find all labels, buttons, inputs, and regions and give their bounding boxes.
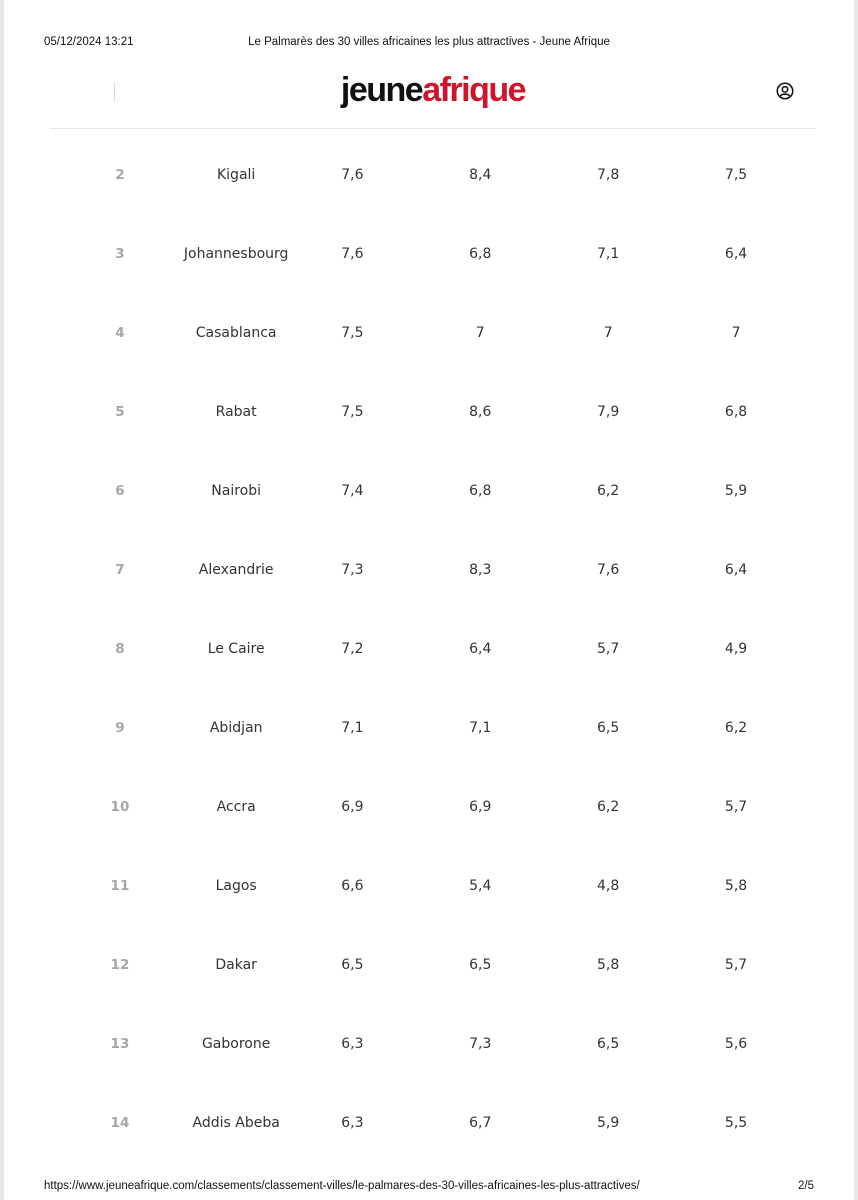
score-cell-2: 7,1 [469,719,492,736]
rank-cell: 10 [110,798,130,815]
score-cell-2: 6,4 [469,640,492,657]
table-row [56,609,800,688]
rank-cell: 3 [115,245,125,262]
table-row [56,135,800,214]
score-cell-3: 6,2 [597,482,620,499]
score-cell-4: 5,5 [724,1114,748,1131]
score-cell-4: 4,9 [724,640,748,657]
score-cell-1: 7,4 [341,482,364,499]
city-cell: Dakar [215,956,257,973]
score-cell-2: 6,8 [469,482,492,499]
score-cell-4: 6,4 [724,245,748,262]
city-cell: Le Caire [207,640,265,657]
logo-jeune: jeune [340,71,423,109]
city-cell: Accra [216,798,256,815]
score-cell-4: 7,5 [724,166,748,183]
city-cell: Abidjan [209,719,263,736]
score-cell-4: 6,2 [724,719,748,736]
score-cell-2: 5,4 [469,877,492,894]
score-cell-2: 7,3 [469,1035,492,1052]
rank-cell: 12 [110,956,130,973]
score-cell-3: 4,8 [597,877,620,894]
table-row [56,293,800,372]
score-cell-1: 7,6 [341,166,364,183]
site-header [50,62,816,129]
rank-cell: 9 [115,719,125,736]
score-cell-4: 5,9 [724,482,748,499]
table-row [56,214,800,293]
score-cell-3: 7,9 [597,403,620,420]
score-cell-3: 7,8 [597,166,620,183]
ranking-table [56,135,800,1162]
city-cell: Casablanca [195,324,277,341]
rank-cell: 2 [115,166,125,183]
rank-cell: 14 [110,1114,130,1131]
table-row [56,1004,800,1083]
score-cell-1: 7,3 [341,561,364,578]
score-cell-1: 7,6 [341,245,364,262]
table-row [56,767,800,846]
city-cell: Gaborone [201,1035,271,1052]
score-cell-2: 8,4 [469,166,492,183]
rank-cell: 7 [115,561,125,578]
rank-cell: 13 [110,1035,130,1052]
rank-cell: 4 [115,324,125,341]
score-cell-1: 6,9 [341,798,364,815]
score-cell-1: 6,5 [341,956,364,973]
table-row [56,372,800,451]
table-row [56,451,800,530]
score-cell-2: 8,6 [469,403,492,420]
score-cell-1: 7,5 [341,403,364,420]
user-circle-icon[interactable] [776,82,794,100]
city-cell: Addis Abeba [192,1114,280,1131]
score-cell-3: 7,1 [597,245,620,262]
score-cell-1: 6,6 [341,877,364,894]
score-cell-2: 6,9 [469,798,492,815]
score-cell-1: 7,5 [341,324,364,341]
score-cell-2: 7 [475,324,485,341]
rank-cell: 5 [115,403,125,420]
score-cell-4: 6,4 [724,561,748,578]
score-cell-1: 7,2 [341,640,364,657]
table-row [56,1083,800,1162]
score-cell-3: 6,5 [597,719,620,736]
table-row [56,925,800,1004]
score-cell-4: 5,7 [724,956,748,973]
score-cell-4: 6,8 [724,403,748,420]
score-cell-4: 7 [731,324,741,341]
score-cell-3: 7,6 [597,561,620,578]
rank-cell: 6 [115,482,125,499]
score-cell-2: 8,3 [469,561,492,578]
rank-cell: 8 [115,640,125,657]
logo-afrique: afrique [422,71,526,109]
score-cell-3: 6,2 [597,798,620,815]
print-url: https://www.jeuneafrique.com/classements/classement-villes/le-palmares-des-30-villes-africaines-les-plus-attractives/ [44,1180,640,1192]
print-page-title: Le Palmarès des 30 villes africaines les plus attractives - Jeune Afrique [248,36,610,48]
score-cell-2: 6,5 [469,956,492,973]
score-cell-1: 6,3 [341,1035,364,1052]
score-cell-3: 6,5 [597,1035,620,1052]
city-cell: Alexandrie [198,561,274,578]
score-cell-4: 5,8 [724,877,748,894]
city-cell: Kigali [216,166,256,183]
score-cell-2: 6,7 [469,1114,492,1131]
score-cell-4: 5,7 [724,798,748,815]
city-cell: Nairobi [211,482,262,499]
score-cell-1: 7,1 [341,719,364,736]
score-cell-3: 7 [603,324,613,341]
score-cell-3: 5,9 [597,1114,620,1131]
score-cell-1: 6,3 [341,1114,364,1131]
print-page-number: 2/5 [798,1180,814,1192]
score-cell-2: 6,8 [469,245,492,262]
city-cell: Rabat [215,403,257,420]
score-cell-3: 5,7 [597,640,620,657]
score-cell-3: 5,8 [597,956,620,973]
print-datetime: 05/12/2024 13:21 [44,36,134,48]
city-cell: Johannesbourg [183,245,289,262]
table-row [56,688,800,767]
table-row [56,530,800,609]
table-row [56,846,800,925]
jeune-afrique-logo[interactable] [50,70,816,110]
score-cell-4: 5,6 [724,1035,748,1052]
rank-cell: 11 [110,877,130,894]
city-cell: Lagos [215,877,257,894]
